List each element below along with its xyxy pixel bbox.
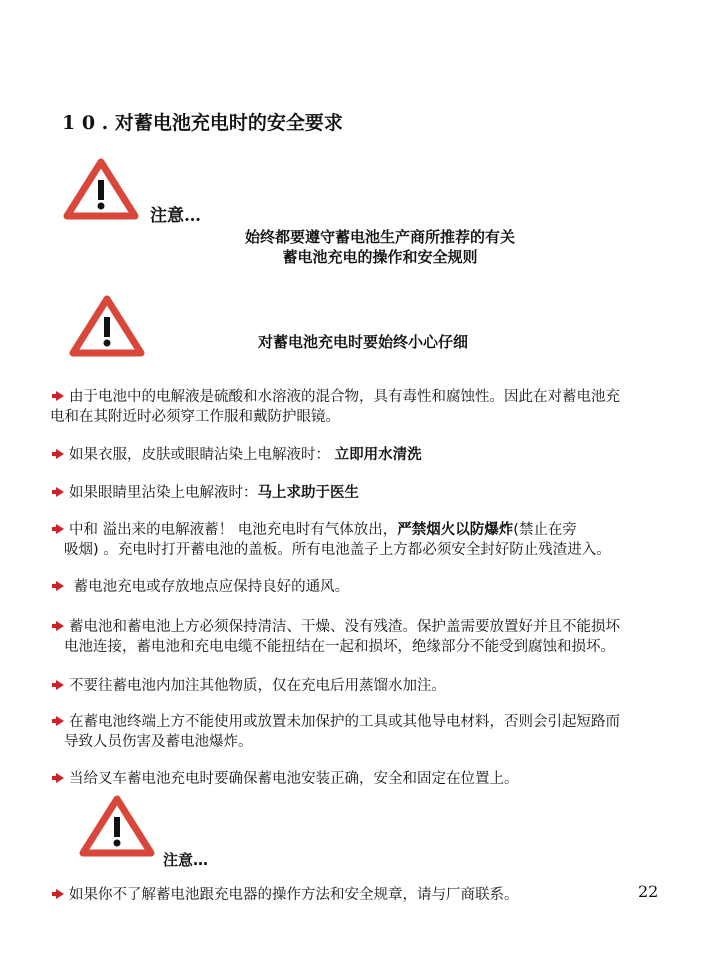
item-text: 如果眼睛里沾染上电解液时： [69,485,258,501]
warning-label: 注意… [163,851,209,869]
warning-text-line: 始终都要遵守蓄电池生产商所推荐的有关 [244,228,515,246]
arrow-bullet-icon [56,524,64,534]
item-text: 蓄电池和蓄电池上方必须保持清洁、干燥、没有残渣。保护盖需要放置好并且不能损坏 [69,619,620,635]
section-title: 1 0 . 对蓄电池充电时的安全要求 [62,112,343,134]
item-text: 电和在其附近时必须穿工作服和戴防护眼镜。 [50,409,340,425]
arrow-bullet-icon [56,391,64,401]
item-text: (禁止在旁 [513,522,577,538]
item-text: 如果你不了解蓄电池跟充电器的操作方法和安全规章，请与厂商联系。 [69,887,519,903]
arrow-bullet-icon [56,487,64,497]
list-item [50,483,690,503]
item-text: 在蓄电池终端上方不能使用或放置未加保护的工具或其他导电材料，否则会引起短路而 [69,714,620,730]
list-item [50,387,690,427]
item-emphasis: 严禁烟火以防爆炸 [397,522,514,538]
item-text: 当给叉车蓄电池充电时要确保蓄电池安装正确，安全和固定在位置上。 [69,771,519,787]
list-item [50,577,690,597]
list-item [50,676,690,696]
arrow-bullet-icon [56,449,64,459]
item-text: 不要往蓄电池内加注其他物质，仅在充电后用蒸馏水加注。 [69,678,446,694]
arrow-bullet-icon [56,680,64,690]
arrow-bullet-icon [56,773,64,783]
arrow-bullet-icon [56,581,64,591]
warning-text: 对蓄电池充电时要始终小心仔细 [257,333,468,351]
warning-label: 注意… [150,206,201,226]
list-item [50,445,690,465]
arrow-bullet-icon [56,621,64,631]
list-item [50,520,690,560]
arrow-bullet-icon [56,716,64,726]
warning-triangle-icon [63,158,139,220]
item-emphasis: 立即用水清洗 [334,447,422,463]
item-text: 中和 溢出来的电解液蓄！ 电池充电时有气体放出， [69,522,398,538]
warning-text-line: 蓄电池充电的操作和安全规则 [282,248,478,266]
item-text: 导致人员伤害及蓄电池爆炸。 [64,734,253,750]
list-item [50,617,690,657]
warning-triangle-icon [79,795,155,857]
arrow-bullet-icon [56,889,64,899]
item-text: 如果衣服，皮肤或眼睛沾染上电解液时： [69,447,330,463]
item-text: 由于电池中的电解液是硫酸和水溶液的混合物，具有毒性和腐蚀性。因此在对蓄电池充 [69,389,620,405]
page-number: 22 [638,882,659,901]
warning-triangle-icon [69,295,145,357]
list-item [50,712,690,752]
list-item [50,885,690,905]
item-text: 蓄电池充电或存放地点应保持良好的通风。 [73,579,350,595]
item-text: 吸烟) 。充电时打开蓄电池的盖板。所有电池盖子上方都必须安全封好防止残渣进入。 [64,542,611,558]
list-item [50,769,690,789]
item-emphasis: 马上求助于医生 [257,485,359,501]
item-text: 电池连接，蓄电池和充电电缆不能扭结在一起和损坏，绝缘部分不能受到腐蚀和损坏。 [64,639,615,655]
